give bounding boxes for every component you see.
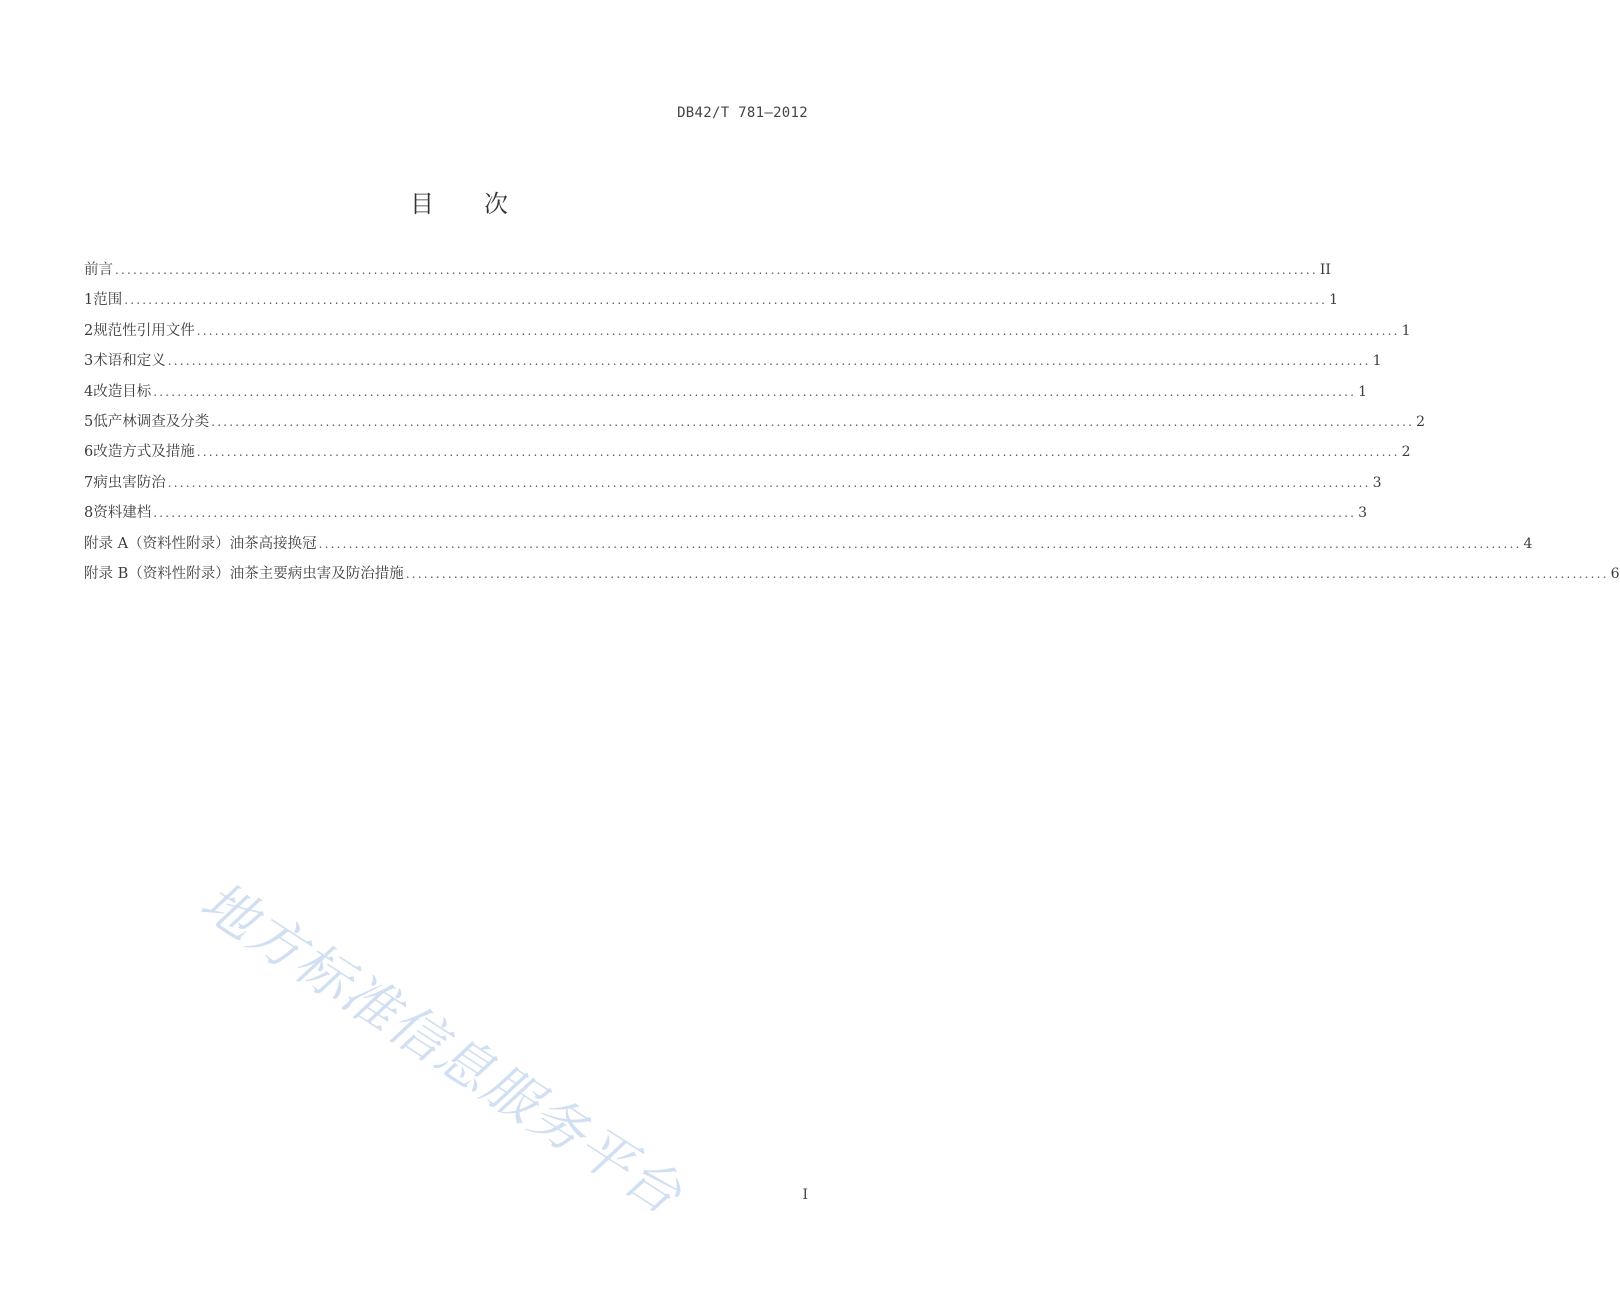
toc-entry[interactable] xyxy=(84,349,1382,379)
toc-section-number: 7 xyxy=(84,474,94,491)
toc-section-number: 5 xyxy=(84,413,94,430)
toc-entry[interactable] xyxy=(84,288,1339,318)
toc-leader-dots: ........................................................................................................................................................................................................ xyxy=(124,293,1328,308)
page-number: I xyxy=(802,1187,808,1203)
toc-annex-prefix: 附录 A（资料性附录） xyxy=(84,535,230,552)
toc-page-number: 2 xyxy=(1401,444,1411,461)
toc-entry[interactable] xyxy=(84,410,1426,440)
toc-entry[interactable] xyxy=(84,258,1331,288)
toc-entry[interactable] xyxy=(84,380,1368,410)
toc-label: 术语和定义 xyxy=(93,353,166,370)
toc-section-number: 4 xyxy=(84,383,94,400)
toc-label: 改造方式及措施 xyxy=(93,444,195,461)
toc-section-number: 8 xyxy=(84,505,94,522)
toc-leader-dots: ........................................................................................................................................................................................................ xyxy=(167,354,1371,369)
toc-leader-dots: ........................................................................................................................................................................................................ xyxy=(405,566,1609,581)
toc-label: 前言 xyxy=(84,262,113,278)
toc-label: 病虫害防治 xyxy=(93,474,166,491)
toc-section-number: 2 xyxy=(84,322,94,339)
toc-entry[interactable] xyxy=(84,440,1411,470)
toc-page-number: 2 xyxy=(1416,413,1426,430)
toc-page-number: II xyxy=(1319,262,1331,278)
toc-page-number: 1 xyxy=(1358,383,1368,400)
title-char-2: 次 xyxy=(484,190,510,218)
toc-entry[interactable] xyxy=(84,319,1411,349)
toc-entry[interactable] xyxy=(84,532,1533,562)
toc-label: 油茶主要病虫害及防治措施 xyxy=(229,565,404,582)
toc-leader-dots: ........................................................................................................................................................................................................ xyxy=(153,384,1357,399)
toc-leader-dots: ........................................................................................................................................................................................................ xyxy=(211,414,1415,429)
toc-page-number: 1 xyxy=(1372,353,1382,370)
toc-entry[interactable] xyxy=(84,562,1620,592)
toc-page-number: 3 xyxy=(1372,474,1382,491)
toc-page-number: 1 xyxy=(1401,322,1411,339)
toc-leader-dots: ........................................................................................................................................................................................................ xyxy=(196,323,1400,338)
toc-leader-dots: ........................................................................................................................................................................................................ xyxy=(167,475,1371,490)
toc-section-number: 1 xyxy=(84,292,94,309)
toc-leader-dots: ........................................................................................................................................................................................................ xyxy=(153,506,1357,521)
toc-label: 范围 xyxy=(93,292,123,309)
page-title xyxy=(0,184,920,219)
toc-label: 规范性引用文件 xyxy=(93,322,195,339)
toc-leader-dots: ........................................................................................................................................................................................................ xyxy=(196,445,1400,460)
toc-page-number: 3 xyxy=(1358,505,1368,522)
toc-label: 资料建档 xyxy=(93,505,152,522)
toc-leader-dots: ........................................................................................................................................................................................................ xyxy=(318,536,1522,551)
toc-label: 油茶高接换冠 xyxy=(229,535,317,552)
toc-label: 改造目标 xyxy=(93,383,152,400)
table-of-contents xyxy=(84,258,1620,592)
toc-entry[interactable] xyxy=(84,471,1382,501)
toc-leader-dots: ........................................................................................................................................................................................................ xyxy=(115,263,1318,277)
watermark: 地方标准信息服务平台 xyxy=(189,869,694,1228)
toc-annex-prefix: 附录 B（资料性附录） xyxy=(84,565,230,582)
toc-page-number: 6 xyxy=(1610,565,1620,582)
toc-entry[interactable] xyxy=(84,501,1368,531)
toc-page-number: 1 xyxy=(1329,292,1339,309)
toc-section-number: 6 xyxy=(84,444,94,461)
title-char-1: 目 xyxy=(410,190,436,218)
toc-page-number: 4 xyxy=(1523,535,1533,552)
toc-section-number: 3 xyxy=(84,353,94,370)
toc-label: 低产林调查及分类 xyxy=(93,413,210,430)
standard-code: DB42/T 781—2012 xyxy=(677,105,808,121)
